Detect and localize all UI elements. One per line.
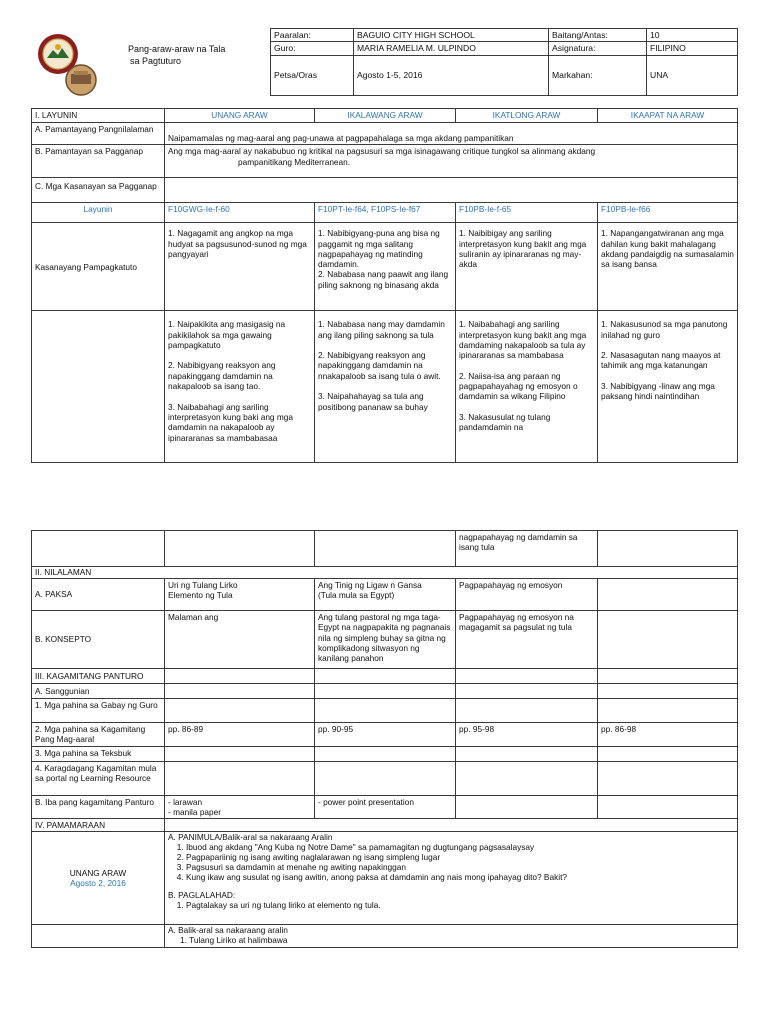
paglalahad-list xyxy=(168,901,734,911)
kasanayang-cell: 1. Nabibigyang-puna ang bisa ng paggamit ng mga salitang nagpapahayag ng matinding damdamin. 2. Nababasa nang paawit ang ilang piling saknong ng binasang akda xyxy=(315,223,456,311)
teksbuk-label: 3. Mga pahina sa Teksbuk xyxy=(32,746,165,761)
baitang-value: 10 xyxy=(647,29,738,42)
panimula-list xyxy=(168,843,734,882)
school-logo xyxy=(31,28,101,98)
kasanayan-label: C. Mga Kasanayan sa Pagganap xyxy=(32,178,165,203)
paksa-cell: Uri ng Tulang Lirko Elemento ng Tula xyxy=(165,579,315,611)
kasanayang-cell: 1. Napangangatwiranan ang mga dahilan kung bakit mahalagang akdang pandaigdig na sumasalamin sa isang bansa xyxy=(598,223,738,311)
pages-cell: pp. 90-95 xyxy=(315,723,456,747)
markahan-label: Markahan: xyxy=(549,55,647,95)
panimula-heading: A. PANIMULA/Balik-aral sa nakaraang Aralin xyxy=(168,832,333,843)
detail-cell: 1. Nababasa nang may damdamin ang ilang piling saknong sa tula 2. Nabibigyang reaksyon ang napakinggang damdamin na nnakapaloob sa isang tula o awit. 3. Naipahahayag sa tula ang positibong pananaw sa buhay xyxy=(315,311,456,463)
detail-cell: 1. Nakasusunod sa mga panutong inilahad ng guro 2. Nasasagutan nang maayos at tahimik ang mga katanungan 3. Nabibigyang -linaw ang mga paksang hindi naintindihan xyxy=(598,311,738,463)
petsa-label: Petsa/Oras xyxy=(271,55,354,95)
paaralan-value: BAGUIO CITY HIGH SCHOOL xyxy=(354,29,549,42)
asignatura-value: FILIPINO xyxy=(647,42,738,55)
content-table xyxy=(31,530,737,948)
continued-text: nagpapahayag ng damdamin sa isang tula xyxy=(456,531,598,567)
konsepto-label: B. KONSEPTO xyxy=(32,611,165,669)
day-header: UNANG ARAW xyxy=(165,109,315,123)
kasanayang-cell: 1. Naibibigay ang sariling interpretasyon kung bakit ang mga suliranin ay ipinararanas ng may-akda xyxy=(456,223,598,311)
pagganap-label: B. Pamantayan sa Pagganap xyxy=(32,145,165,178)
asignatura-label: Asignatura: xyxy=(549,42,647,55)
day-header: IKAAPAT NA ARAW xyxy=(598,109,738,123)
pages-cell: pp. 86-89 xyxy=(165,723,315,747)
baitang-label: Baitang/Antas: xyxy=(549,29,647,42)
konsepto-cell xyxy=(598,611,738,669)
paksa-cell: Pagpapahayag ng emosyon xyxy=(456,579,598,611)
list-item: 1. Ibuod ang akdang "Ang Kuba ng Notre Dame" sa pamamagitan ng dugtungang pagsasalaysay xyxy=(186,843,734,853)
unang-araw-cell xyxy=(32,832,165,925)
list-item: 3. Pagsusuri sa damdamin at menahe ng awiting napakinggan xyxy=(186,863,734,873)
balik-aral-cell xyxy=(165,925,738,948)
unang-araw-label: UNANG ARAW xyxy=(69,868,127,879)
kagamitan-header: III. KAGAMITANG PANTURO xyxy=(32,669,165,684)
layunin-row-label: Layunin xyxy=(32,203,165,223)
day-header: IKATLONG ARAW xyxy=(456,109,598,123)
karagdagan-label: 4. Karagdagang Kagamitan mula sa portal ng Learning Resource xyxy=(32,761,165,795)
layunin-header: I. LAYUNIN xyxy=(32,109,165,123)
paglalahad-heading: B. PAGLALAHAD: xyxy=(168,890,236,901)
procedure-cell xyxy=(165,832,738,925)
pamantayang-label: A. Pamantayang Pangnilalaman xyxy=(32,123,165,145)
detail-cell: 1. Naipakikita ang masigasig na pakikilahok sa mga gawaing pampagkatuto 2. Nabibigyang reaksyon ang napakinggang damdamin na nakapaloob sa isang tao. 3. Naibabahagi ang sariling interpretasyon kung baki ang mga damdamin na nakapaloob ay ipinararanas sa mambabasaa xyxy=(165,311,315,463)
balik-aral-heading: A. Balik-aral sa nakaraang aralin xyxy=(168,925,288,936)
day-header: IKALAWANG ARAW xyxy=(315,109,456,123)
kasanayang-label: Kasanayang Pampagkatuto xyxy=(32,223,165,311)
list-item: 4. Kung ikaw ang susulat ng isang awitin, anong paksa at damdamin ang nais mong ipahayag dito? Bakit? xyxy=(186,873,734,883)
code-cell: F10GWG-Ie-f-60 xyxy=(165,203,315,223)
objectives-table xyxy=(31,108,737,463)
iba-cell: - power point presentation xyxy=(315,795,456,819)
pages-cell: pp. 95-98 xyxy=(456,723,598,747)
header-info xyxy=(270,28,737,96)
konsepto-cell: Ang tulang pastoral ng mga taga-Egypt na nagpapakita ng pagnanais nila ng simpleng buhay sa gitna ng komplikadong sitwasyon ng kanilang panahon xyxy=(315,611,456,669)
code-cell: F10PB-Ie-f-65 xyxy=(456,203,598,223)
pamamaraan-header: IV. PAMAMARAAN xyxy=(32,819,165,832)
list-item: 2. Pagpapariinig ng isang awiting naglalarawan ng isang simpleng lugar xyxy=(186,853,734,863)
pamantayang-text: Naipamamalas ng mag-aaral ang pag-unawa at pagpapahalaga sa mga akdang pampanitikan xyxy=(165,123,738,145)
petsa-value: Agosto 1-5, 2016 xyxy=(354,55,549,95)
iba-cell xyxy=(598,795,738,819)
konsepto-cell: Pagpapahayag ng emosyon na magagamit sa pagsulat ng tula xyxy=(456,611,598,669)
pages-cell: pp. 86-98 xyxy=(598,723,738,747)
pagganap-text: Ang mga mag-aaral ay nakabubuo ng kritikal na pagsusuri sa mga isinagawang critique tungkol sa alinmang akdang pampanitikang Mediterranean. xyxy=(165,145,738,178)
guro-label: Guro: xyxy=(271,42,354,55)
iba-cell xyxy=(456,795,598,819)
paksa-label: A. PAKSA xyxy=(32,579,165,611)
code-cell: F10PB-Ie-f66 xyxy=(598,203,738,223)
list-item: 1. Pagtalakay sa uri ng tulang liriko at elemento ng tula. xyxy=(186,901,734,911)
konsepto-cell: Malaman ang xyxy=(165,611,315,669)
unang-araw-date: Agosto 2, 2016 xyxy=(70,878,126,889)
kagamitang-label: 2. Mga pahina sa Kagamitang Pang Mag-aaral xyxy=(32,723,165,747)
iba-label: B. Iba pang kagamitang Panturo xyxy=(32,795,165,819)
markahan-value: UNA xyxy=(647,55,738,95)
list-item: 1. Tulang Liriko at halimbawa xyxy=(180,935,288,946)
nilalaman-header: II. NILALAMAN xyxy=(32,567,738,579)
sanggunian-label: A. Sanggunian xyxy=(32,684,165,699)
code-cell: F10PT-Ie-f64, F10PS-Ie-f67 xyxy=(315,203,456,223)
iba-cell: - larawan - manila paper xyxy=(165,795,315,819)
paksa-cell: Ang Tinig ng Ligaw n Gansa (Tula mula sa Egypt) xyxy=(315,579,456,611)
guro-value: MARIA RAMELIA M. ULPINDO xyxy=(354,42,549,55)
detail-cell: 1. Naibabahagi ang sariling interpretasyon kung bakit ang mga damdaming nakapaloob sa tula ay ipinararanas sa mambabasa 2. Naiisa-isa ang paraan ng pagpapahayahag ng emosyon o damdamin sa wikang Filipino 3. Nakasusulat ng tulang pandamdamin na xyxy=(456,311,598,463)
document-title: Pang-araw-araw na Tala sa Pagtuturo xyxy=(128,44,226,66)
gabay-label: 1. Mga pahina sa Gabay ng Guro xyxy=(32,699,165,723)
kasanayang-cell: 1. Nagagamit ang angkop na mga hudyat sa pagsusunod-sunod ng mga pangyayari xyxy=(165,223,315,311)
paaralan-label: Paaralan: xyxy=(271,29,354,42)
paksa-cell xyxy=(598,579,738,611)
